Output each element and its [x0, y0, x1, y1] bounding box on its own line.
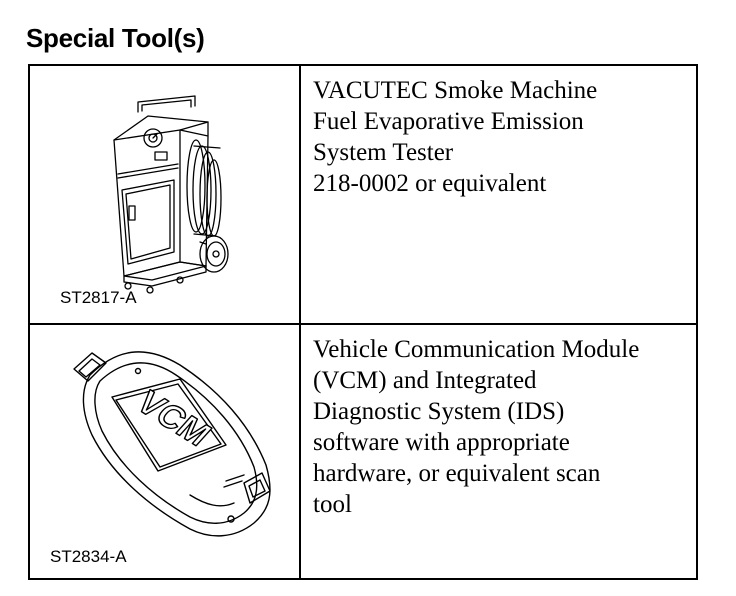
description-line: VACUTEC Smoke Machine	[313, 77, 598, 104]
tool-row-smoke-machine	[30, 66, 696, 325]
description-line: 218-0002 or equivalent	[313, 170, 547, 197]
description-line: Vehicle Communication Module	[313, 336, 640, 363]
description-line: System Tester	[313, 139, 454, 166]
description-line: Diagnostic System (IDS)	[313, 398, 565, 425]
figure-code: ST2817-A	[60, 288, 137, 307]
description-line: hardware, or equivalent scan	[313, 460, 601, 487]
tool-illustration-cell	[30, 66, 301, 323]
smoke-machine-cart-icon	[30, 66, 299, 323]
description-line: (VCM) and Integrated	[313, 367, 537, 394]
vcm-module-icon	[30, 325, 299, 578]
tool-description	[313, 334, 690, 520]
vcm-label: VCM	[128, 384, 219, 454]
special-tools-table	[28, 64, 698, 580]
tool-illustration-cell	[30, 325, 301, 578]
section-title: Special Tool(s)	[26, 23, 205, 53]
tool-description-cell	[301, 66, 696, 323]
tool-row-vcm	[30, 325, 696, 578]
description-line: software with appropriate	[313, 429, 570, 456]
description-line: Fuel Evaporative Emission	[313, 108, 584, 135]
tool-description	[313, 75, 690, 199]
description-line: tool	[313, 491, 352, 518]
tool-description-cell	[301, 325, 696, 578]
figure-code: ST2834-A	[50, 547, 127, 566]
